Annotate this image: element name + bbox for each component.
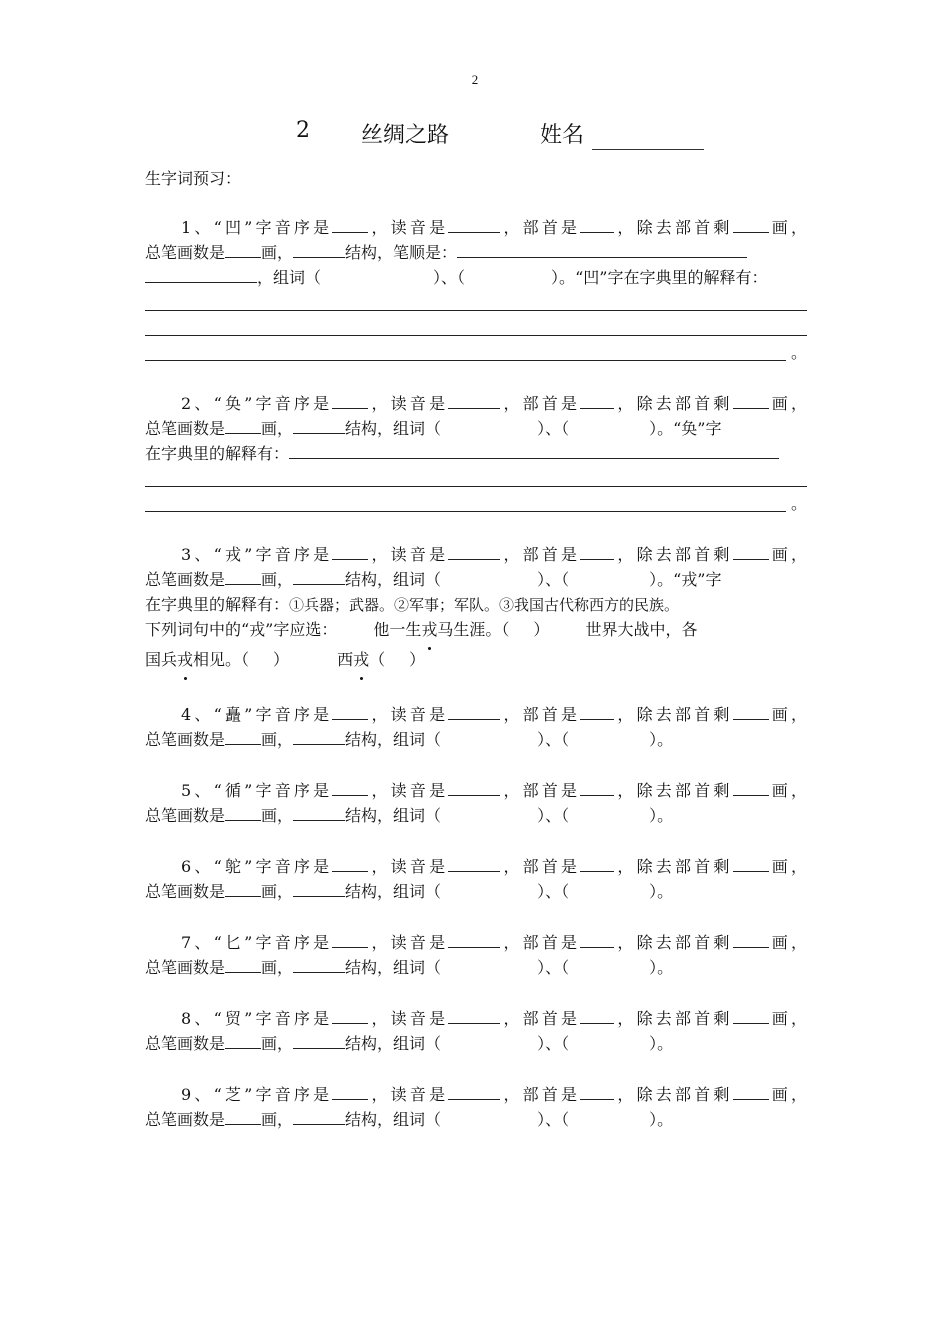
reading-blank[interactable] bbox=[448, 1006, 500, 1024]
structure-blank[interactable] bbox=[293, 803, 345, 821]
radical-blank[interactable] bbox=[580, 391, 614, 409]
q1-line-2: 总笔画数是 画， 结构，笔顺是： bbox=[145, 240, 807, 265]
question-1 bbox=[145, 215, 807, 365]
total-blank[interactable] bbox=[225, 1107, 261, 1125]
q1-line-1: 1、“凹”字音序是 ，读音是 ，部首是 ，除去部首剩 画， bbox=[145, 215, 807, 240]
remaining-blank[interactable] bbox=[733, 542, 769, 560]
order-blank[interactable] bbox=[332, 1006, 368, 1024]
question-list bbox=[145, 215, 807, 1132]
lesson-number: 2 bbox=[296, 118, 310, 143]
order-blank[interactable] bbox=[332, 542, 368, 560]
page-number: 2 bbox=[471, 72, 479, 87]
explanation-list: ①兵器；武器。②军事；军队。③我国古代称西方的民族。 bbox=[289, 596, 680, 614]
structure-blank[interactable] bbox=[293, 955, 345, 973]
total-blank[interactable] bbox=[225, 727, 261, 745]
order-blank[interactable] bbox=[332, 778, 368, 796]
q-number: 2、 bbox=[181, 394, 214, 413]
q-number: 5、 bbox=[181, 781, 214, 800]
order-blank[interactable] bbox=[332, 930, 368, 948]
answer-rule[interactable]: 。 bbox=[145, 340, 807, 365]
question-6: 6、“鸵”字音序是 ，读音是 ，部首是 ，除去部首剩 画， 总笔画数是 画， 结构，组词（ ）、（ ）。 bbox=[145, 854, 807, 904]
reading-blank[interactable] bbox=[448, 542, 500, 560]
reading-blank[interactable] bbox=[448, 778, 500, 796]
total-blank[interactable] bbox=[225, 240, 261, 258]
radical-blank[interactable] bbox=[580, 1006, 614, 1024]
order-blank[interactable] bbox=[332, 854, 368, 872]
target-char: “循” bbox=[213, 781, 253, 800]
reading-blank[interactable] bbox=[448, 215, 500, 233]
q1-line-3: ，组词（ ）、（ ）。“凹”字在字典里的解释有： bbox=[145, 265, 807, 290]
q-number: 7、 bbox=[181, 933, 214, 952]
q3-line-3: 在字典里的解释有：①兵器；武器。②军事；军队。③我国古代称西方的民族。 bbox=[145, 595, 680, 614]
answer-rule[interactable] bbox=[145, 290, 807, 315]
q2-line-1: 2、“奂”字音序是 ，读音是 ，部首是 ，除去部首剩 画， bbox=[145, 391, 807, 416]
q-number: 8、 bbox=[181, 1009, 214, 1028]
remaining-blank[interactable] bbox=[733, 702, 769, 720]
structure-blank[interactable] bbox=[293, 727, 345, 745]
stroke-order-blank[interactable] bbox=[457, 240, 747, 258]
question-5: 5、“循”字音序是 ，读音是 ，部首是 ，除去部首剩 画， 总笔画数是 画， 结构，组词（ ）、（ ）。 bbox=[145, 778, 807, 828]
worksheet-title bbox=[0, 118, 950, 154]
stroke-order-blank-cont[interactable] bbox=[145, 265, 257, 283]
remaining-blank[interactable] bbox=[733, 778, 769, 796]
section-label: 生字词预习： bbox=[145, 169, 242, 188]
radical-blank[interactable] bbox=[580, 854, 614, 872]
reading-blank[interactable] bbox=[448, 1082, 500, 1100]
structure-blank[interactable] bbox=[293, 416, 345, 434]
total-blank[interactable] bbox=[225, 416, 261, 434]
question-4: 4、“矗”字音序是 ，读音是 ，部首是 ，除去部首剩 画， 总笔画数是 画， 结构，组词（ ）、（ ）。 bbox=[145, 702, 807, 752]
q3-line-1: 3、“戎”字音序是 ，读音是 ，部首是 ，除去部首剩 画， bbox=[145, 542, 807, 567]
structure-blank[interactable] bbox=[293, 1107, 345, 1125]
answer-blank[interactable] bbox=[289, 441, 779, 459]
total-blank[interactable] bbox=[225, 1031, 261, 1049]
total-blank[interactable] bbox=[225, 803, 261, 821]
target-char: “贸” bbox=[213, 1009, 253, 1028]
radical-blank[interactable] bbox=[580, 215, 614, 233]
q2-line-2: 总笔画数是 画， 结构，组词（ ）、（ ）。“奂”字 bbox=[145, 416, 807, 441]
q2-line-3: 在字典里的解释有： bbox=[145, 441, 807, 466]
reading-blank[interactable] bbox=[448, 391, 500, 409]
remaining-blank[interactable] bbox=[733, 215, 769, 233]
radical-blank[interactable] bbox=[580, 542, 614, 560]
structure-blank[interactable] bbox=[293, 567, 345, 585]
q-number: 1、 bbox=[181, 218, 214, 237]
radical-blank[interactable] bbox=[580, 778, 614, 796]
target-char: “矗” bbox=[213, 705, 253, 724]
q3-line-5: 国兵戎相见。（ ） 西戎（ ） bbox=[145, 647, 807, 672]
question-7: 7、“匕”字音序是 ，读音是 ，部首是 ，除去部首剩 画， 总笔画数是 画， 结构，组词（ ）、（ ）。 bbox=[145, 930, 807, 980]
target-char: “鸵” bbox=[213, 857, 253, 876]
lesson-title: 丝绸之路 bbox=[361, 123, 450, 148]
answer-rule[interactable] bbox=[145, 315, 807, 340]
remaining-blank[interactable] bbox=[733, 1082, 769, 1100]
remaining-blank[interactable] bbox=[733, 1006, 769, 1024]
reading-blank[interactable] bbox=[448, 702, 500, 720]
q3-line-2: 总笔画数是 画， 结构，组词（ ）、（ ）。“戎”字 bbox=[145, 567, 807, 592]
structure-blank[interactable] bbox=[293, 1031, 345, 1049]
name-label: 姓名 bbox=[540, 123, 585, 148]
q3-line-4: 下列词句中的“戎”字应选： 他一生戎马生涯。（ ） 世界大战中，各 bbox=[145, 617, 807, 642]
question-8: 8、“贸”字音序是 ，读音是 ，部首是 ，除去部首剩 画， 总笔画数是 画， 结构，组词（ ）、（ ）。 bbox=[145, 1006, 807, 1056]
target-char: “奂” bbox=[213, 394, 253, 413]
question-9: 9、“芝”字音序是 ，读音是 ，部首是 ，除去部首剩 画， 总笔画数是 画， 结构，组词（ ）、（ ）。 bbox=[145, 1082, 807, 1132]
radical-blank[interactable] bbox=[580, 1082, 614, 1100]
target-char: “芝” bbox=[213, 1085, 253, 1104]
name-blank[interactable] bbox=[592, 149, 704, 150]
remaining-blank[interactable] bbox=[733, 930, 769, 948]
total-blank[interactable] bbox=[225, 879, 261, 897]
radical-blank[interactable] bbox=[580, 930, 614, 948]
reading-blank[interactable] bbox=[448, 854, 500, 872]
target-char: “匕” bbox=[213, 933, 253, 952]
question-3 bbox=[145, 542, 807, 672]
reading-blank[interactable] bbox=[448, 930, 500, 948]
q-number: 6、 bbox=[181, 857, 214, 876]
order-blank[interactable] bbox=[332, 702, 368, 720]
remaining-blank[interactable] bbox=[733, 391, 769, 409]
total-blank[interactable] bbox=[225, 955, 261, 973]
order-blank[interactable] bbox=[332, 215, 368, 233]
radical-blank[interactable] bbox=[580, 702, 614, 720]
total-blank[interactable] bbox=[225, 567, 261, 585]
answer-rule[interactable]: 。 bbox=[145, 491, 807, 516]
q-number: 9、 bbox=[181, 1085, 214, 1104]
q-number: 4、 bbox=[181, 705, 214, 724]
order-blank[interactable] bbox=[332, 391, 368, 409]
structure-blank[interactable] bbox=[293, 879, 345, 897]
target-char: “戎” bbox=[213, 545, 253, 564]
question-2 bbox=[145, 391, 807, 516]
remaining-blank[interactable] bbox=[733, 854, 769, 872]
structure-blank[interactable] bbox=[293, 240, 345, 258]
order-blank[interactable] bbox=[332, 1082, 368, 1100]
answer-rule[interactable] bbox=[145, 466, 807, 491]
q-number: 3、 bbox=[181, 545, 214, 564]
target-char: “凹” bbox=[213, 218, 253, 237]
